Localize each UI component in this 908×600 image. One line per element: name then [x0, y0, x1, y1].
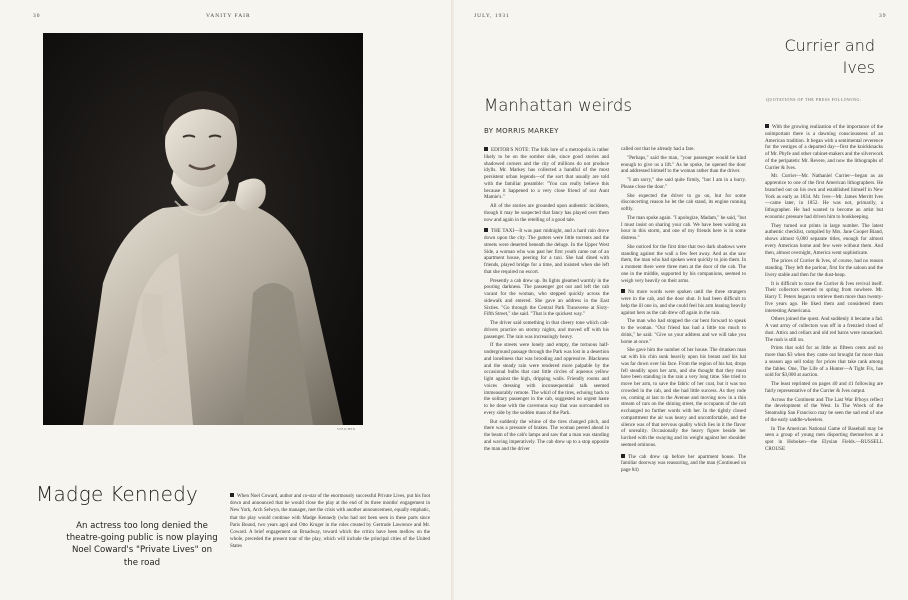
paragraph: Presently a cab drew up. Its lights gleamed warmly in the pouring darkness. The passenger got out and left the cab vacant for the woman, who stepped quickly across the sidewalk and entered. She gave an address in the East Sixties. "Go through the Central Park Transverse at Sixty-Fifth Street," she said. "That is the quickest way.": [484, 277, 609, 318]
paragraph: The cab drew up before her apartment house. The familiar doorway was reassuring, and the man (Continued on page 84): [621, 453, 746, 473]
section-title: Currier and Ives: [784, 36, 875, 77]
paragraph: "Perhaps," said the man, "your passenger would be kind enough to give us a lift." As he spoke, he opened the door and addressed himself to the woman rather than the driver.: [621, 154, 746, 175]
paragraph: Others joined the quest. And suddenly it became a fad. A vast army of collectors was off in a frenzied cloud of dust. Attics and cellars and old red barns were ransacked. The rush is still on.: [765, 316, 883, 343]
running-head-left: VANITY FAIR: [206, 13, 251, 19]
folio-right: 39: [879, 13, 887, 19]
portrait-illustration: [43, 33, 363, 425]
paragraph: They turned out prints in large number. The latest authentic checklist, compiled by Mrs. Jane Cooper Bland, shows almost 6,000 separate titles, enough for almost every American home and few were without them. And then, almost overnight, America went sophisticate.: [765, 222, 883, 256]
paragraph: All of the stories are grounded upon authentic incidents, though it may be suspected that fancy has played over them now and again in the retelling of a good tale.: [484, 203, 609, 223]
folio-left: 30: [33, 13, 41, 19]
square-bullet-icon: [621, 289, 625, 293]
paragraph: No more words were spoken until the three strangers were in the cab, and the door shut. It had been difficult to help the ill one in, and she could feel his arm leaning heavily against hers as the cab drew off again in the rain.: [621, 289, 746, 316]
paragraph: She noticed for the first time that two dark shadows were standing against the wall a few feet away. And as she saw them, the man who had spoken went quickly to join them. In a moment there were three men at the door of the cab. The one in the middle, supported by his companions, seemed to weigh very heavily on their arms.: [621, 243, 746, 284]
paragraph: In The American National Game of Baseball may be seen a group of young men disporting themselves at a spot in Hoboken—the Elysian Fields.—RUSSELL CROUSE: [765, 425, 883, 452]
paragraph: Mr. Currier—Mr. Nathaniel Currier—began as an apprentice to one of the first American lithographers. He branched out on his own and established himself in New York as early as 1834. Mr. Ives—Mr. James Merritt Ives—came later, in 1852. He was not, primarily, a lithographer. He had wanted to become an artist but economic pressure had driven him to bookkeeping.: [765, 173, 883, 220]
paragraph: The man spoke again. "I apologize, Madam," he said, "but I must insist on sharing your cab. We have been waiting an hour in this storm, and one of my friends here is in some distress.": [621, 214, 746, 241]
paragraph: Across the Continent and The Last War B'hoys reflect the development of the West. In The Wreck of the Steamship San Francisco may be seen the sad end of one of the early saddle-wheelers.: [765, 396, 883, 423]
paragraph: If the streets were lonely and empty, the tortuous half-underground passage through the Park was lost in a desertion and loneliness that was brooding and oppressive. Blackness and the steady rain were rendered more palpable by the occasional bulbs that cast little circles of aqueous yellow light against the high, dripping walls. Friendly rooms and voices dressing with inconsequential talk seemed immeasurably remote. The whirl of the tires, echoing back to the solitary passenger in the cab, suggested no urgent haste to be done with the cavernous way that was surrounded on every side by the sodden mass of the Park.: [484, 342, 609, 416]
section-subtitle: QUOTATIONS OF THE PRESS FOLLOWING:: [766, 97, 862, 102]
article-column-1: [484, 147, 609, 454]
article-column-3: [765, 124, 883, 455]
running-head-right: JULY, 1931: [474, 13, 510, 19]
square-bullet-icon: [484, 147, 488, 151]
paragraph: The man who had stopped the car bent forward to speak to the woman. "Our friend has had a little too much to drink," he said. "Give us your address and we will take you home at once.": [621, 318, 746, 345]
paragraph: EDITOR'S NOTE: The folk lore of a metropolis is rather likely to be on the somber side, since good stories and shadowed corners and the city of millions do not produce idylls. Mr. Markey has collected a handful of the most persistent urban legends—of the sort that usually are told with the familiar preamble: "You can really believe this because it happened to a very close friend of our Aunt Mamie's.": [484, 147, 609, 201]
square-bullet-icon: [484, 228, 488, 232]
subtitle: An actress too long denied the theatre-going public is now playing Noel Coward's "Private Lives" on the road: [66, 521, 218, 568]
paragraph: The driver said something in that cheery tone which cab-drivers practice on stormy nights, and moved off with his passenger. The rain was increasingly heavy.: [484, 320, 609, 340]
byline: BY MORRIS MARKEY: [484, 127, 559, 135]
paragraph: Prints that sold for as little as fifteen cents and no more than $3 when they came out brought far more than a season ago sell today for prices that take rank among the fables. One, The Life of a Hunter—A Tight Fix, has sold for $3,000 at auction.: [765, 345, 883, 379]
paragraph: THE TAXI—It was past midnight, and a hard rain drove down upon the city. The gutters were little torrents and the streets were deserted beneath the deluge. In the Upper West Side, a woman who was past her first youth came out of an apartment house, peering for a taxi. She had dined with friends, played bridge for a time, and insisted when she left that she required no escort.: [484, 228, 609, 275]
caption-body: When Noel Coward, author and co-star of the enormously successful Private Lives, put his foot down and announced that he would close the play at the end of its three months' engagement in New York, Arch Selwyn, the manager, met the crisis with another announcement, equally emphatic, that the play would continue with Madge Kennedy (who had not been seen in these parts since Paris Bound, two years ago) and Otto Kruger in the roles created by Gertrude Lawrence and Mr. Coward. A brief engagement on Broadway, toward which the critics have been mellow on the whole, preceded the present tour of the play, which will include the principal cities of the United States: [230, 494, 430, 550]
paragraph: "I am sorry," she said quite firmly, "but I am in a hurry. Please close the door.": [621, 177, 746, 190]
square-bullet-icon: [765, 124, 769, 128]
portrait-photo: [43, 33, 363, 425]
paragraph: She expected the driver to go on, but for some disconcerting reason he let the cab stand, its engine running softly.: [621, 192, 746, 212]
paragraph: She gave him the number of her house. The drunken man sat with his chin sunk heavily upon his breast and his hat was far down over his face. From the region of his hat, drops fell steadily upon her arm, and she thought that they must have been standing in the rain a very long time. She tried to move her arm, to save the fabric of her coat, but it was too crowded in the cab, and she had little success. As they rode on, coming at last to the Avenue and moving now in a thin stream of cars on the shining street, the occupants of the cab exchanged no further words with her. In the tightly closed compartment the air was heavy and uncomfortable, and the silence was of that nervous quality which lies in it the flavor of unreality. Occasionally the heavy figure beside her lurched with the swaying and its weight against her shoulder seemed ominous.: [621, 347, 746, 448]
square-bullet-icon: [230, 493, 234, 497]
paragraph: But suddenly the whine of the tires changed pitch, and there was a pressure of brakes. The woman peered ahead in the beam of the cab's lamps and saw that a man was standing and waving imperatively. The cab drew up to a stop opposite the man and the driver: [484, 418, 609, 452]
square-bullet-icon: [621, 454, 625, 458]
paragraph: With the growing realization of the importance of the unimportant there is a dawning consciousness of an American tradition. It began with a sentimental reverence for the vestiges of a departed day—first the knickknacks of Mr. Phyfe and other cabinet-makers and the silverwork of the peripatetic Mr. Revere, and now the lithographs of Currier & Ives.: [765, 124, 883, 171]
photo-credit: STEICHEN: [337, 427, 356, 431]
paragraph: It is difficult to trace the Currier & Ives revival itself. Their collectors seemed to spring from nowhere. Mr. Harry T. Peters began to retrieve them more than twenty-five years ago. He liked them and considered them interesting Americana.: [765, 280, 883, 314]
paragraph: The prices of Currier & Ives, of course, had no reason standing. They left the parlour, first for the saloon and the livery stable and then for the dust-heap.: [765, 258, 883, 278]
article-title: Manhattan weirds: [484, 96, 632, 115]
caption-text: [230, 493, 430, 551]
paragraph: called out that he already had a fare.: [621, 146, 695, 152]
left-page: [0, 0, 452, 600]
name-heading: Madge Kennedy: [36, 482, 199, 506]
article-column-2: [621, 146, 746, 476]
paragraph: The least reprinted on pages 40 and 41 following are fairly representative of the Currier & Ives output.: [765, 381, 883, 394]
